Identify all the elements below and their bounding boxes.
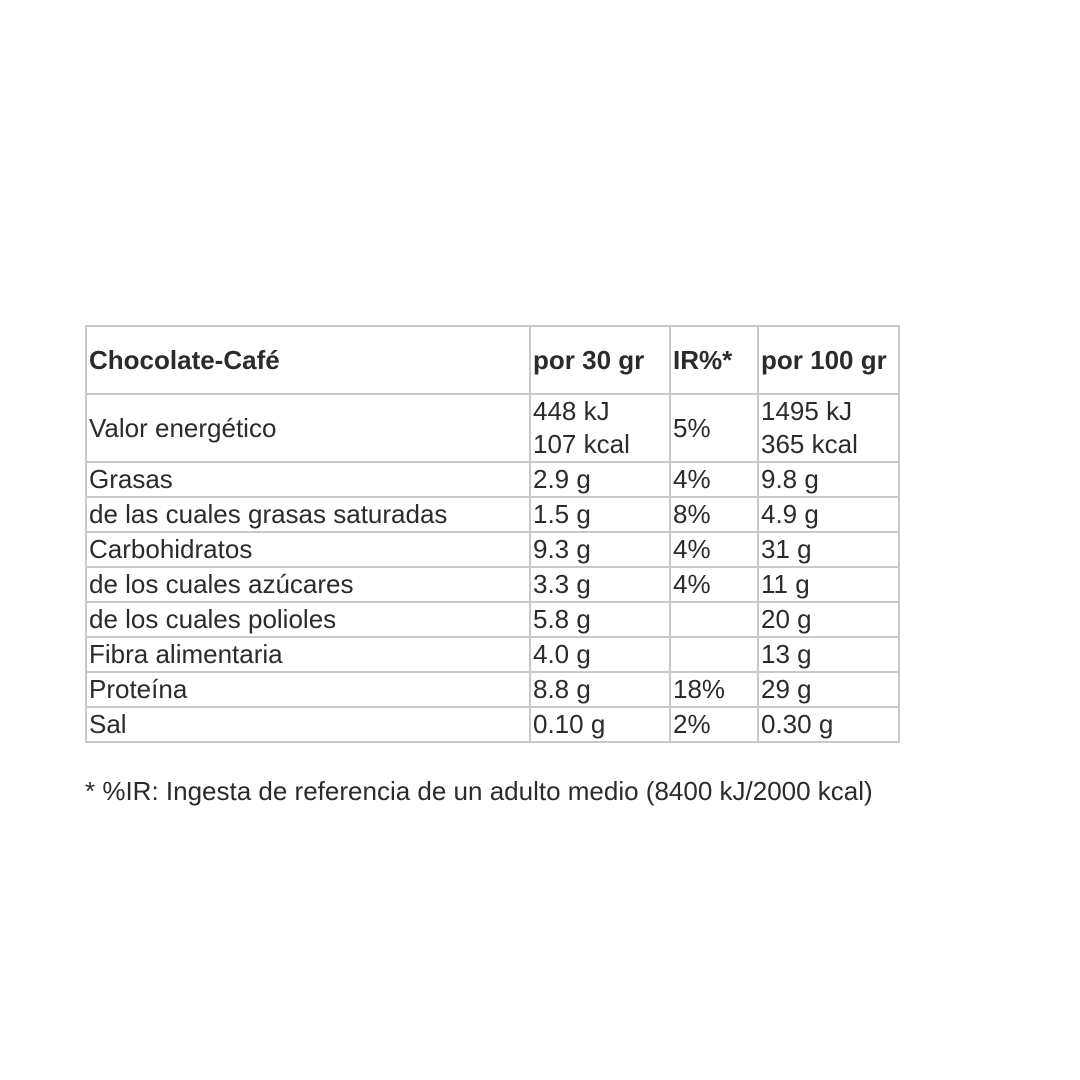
table-row (86, 707, 899, 742)
cell-per-30: 1.5 g (530, 497, 670, 532)
cell-line: 448 kJ (533, 396, 610, 426)
cell-line: 365 kcal (761, 429, 858, 459)
table-header-row (86, 326, 899, 394)
cell-per-30 (530, 394, 670, 462)
cell-per-100: 0.30 g (758, 707, 899, 742)
table-row (86, 394, 899, 462)
cell-per-30: 0.10 g (530, 707, 670, 742)
cell-per-100: 29 g (758, 672, 899, 707)
row-name: de los cuales azúcares (86, 567, 530, 602)
cell-ir: 4% (670, 462, 758, 497)
header-per-100: por 100 gr (758, 326, 899, 394)
cell-ir: 2% (670, 707, 758, 742)
row-name: de los cuales polioles (86, 602, 530, 637)
cell-per-100 (758, 394, 899, 462)
cell-per-30: 8.8 g (530, 672, 670, 707)
cell-per-30: 2.9 g (530, 462, 670, 497)
header-product: Chocolate-Café (86, 326, 530, 394)
row-name: Sal (86, 707, 530, 742)
cell-per-100: 31 g (758, 532, 899, 567)
cell-per-30: 3.3 g (530, 567, 670, 602)
row-name: Carbohidratos (86, 532, 530, 567)
row-name: Proteína (86, 672, 530, 707)
cell-per-30: 5.8 g (530, 602, 670, 637)
cell-ir: 8% (670, 497, 758, 532)
table-row (86, 637, 899, 672)
header-per-30: por 30 gr (530, 326, 670, 394)
table-row (86, 497, 899, 532)
table-row (86, 672, 899, 707)
cell-ir: 18% (670, 672, 758, 707)
cell-per-30: 4.0 g (530, 637, 670, 672)
row-name: de las cuales grasas saturadas (86, 497, 530, 532)
cell-ir: 5% (670, 394, 758, 462)
cell-per-100: 4.9 g (758, 497, 899, 532)
cell-line: 1495 kJ (761, 396, 853, 426)
row-name: Grasas (86, 462, 530, 497)
cell-per-100: 20 g (758, 602, 899, 637)
cell-per-100: 13 g (758, 637, 899, 672)
table-row (86, 602, 899, 637)
cell-line: 107 kcal (533, 429, 630, 459)
cell-ir: 4% (670, 532, 758, 567)
table-row (86, 567, 899, 602)
cell-per-100: 11 g (758, 567, 899, 602)
cell-ir: 4% (670, 567, 758, 602)
row-name: Fibra alimentaria (86, 637, 530, 672)
cell-ir (670, 602, 758, 637)
table-row (86, 532, 899, 567)
header-ir: IR%* (670, 326, 758, 394)
cell-per-100: 9.8 g (758, 462, 899, 497)
nutrition-table (85, 325, 900, 743)
cell-ir (670, 637, 758, 672)
table-row (86, 462, 899, 497)
row-name: Valor energético (86, 394, 530, 462)
cell-per-30: 9.3 g (530, 532, 670, 567)
footnote: * %IR: Ingesta de referencia de un adulto medio (8400 kJ/2000 kcal) (85, 776, 873, 806)
